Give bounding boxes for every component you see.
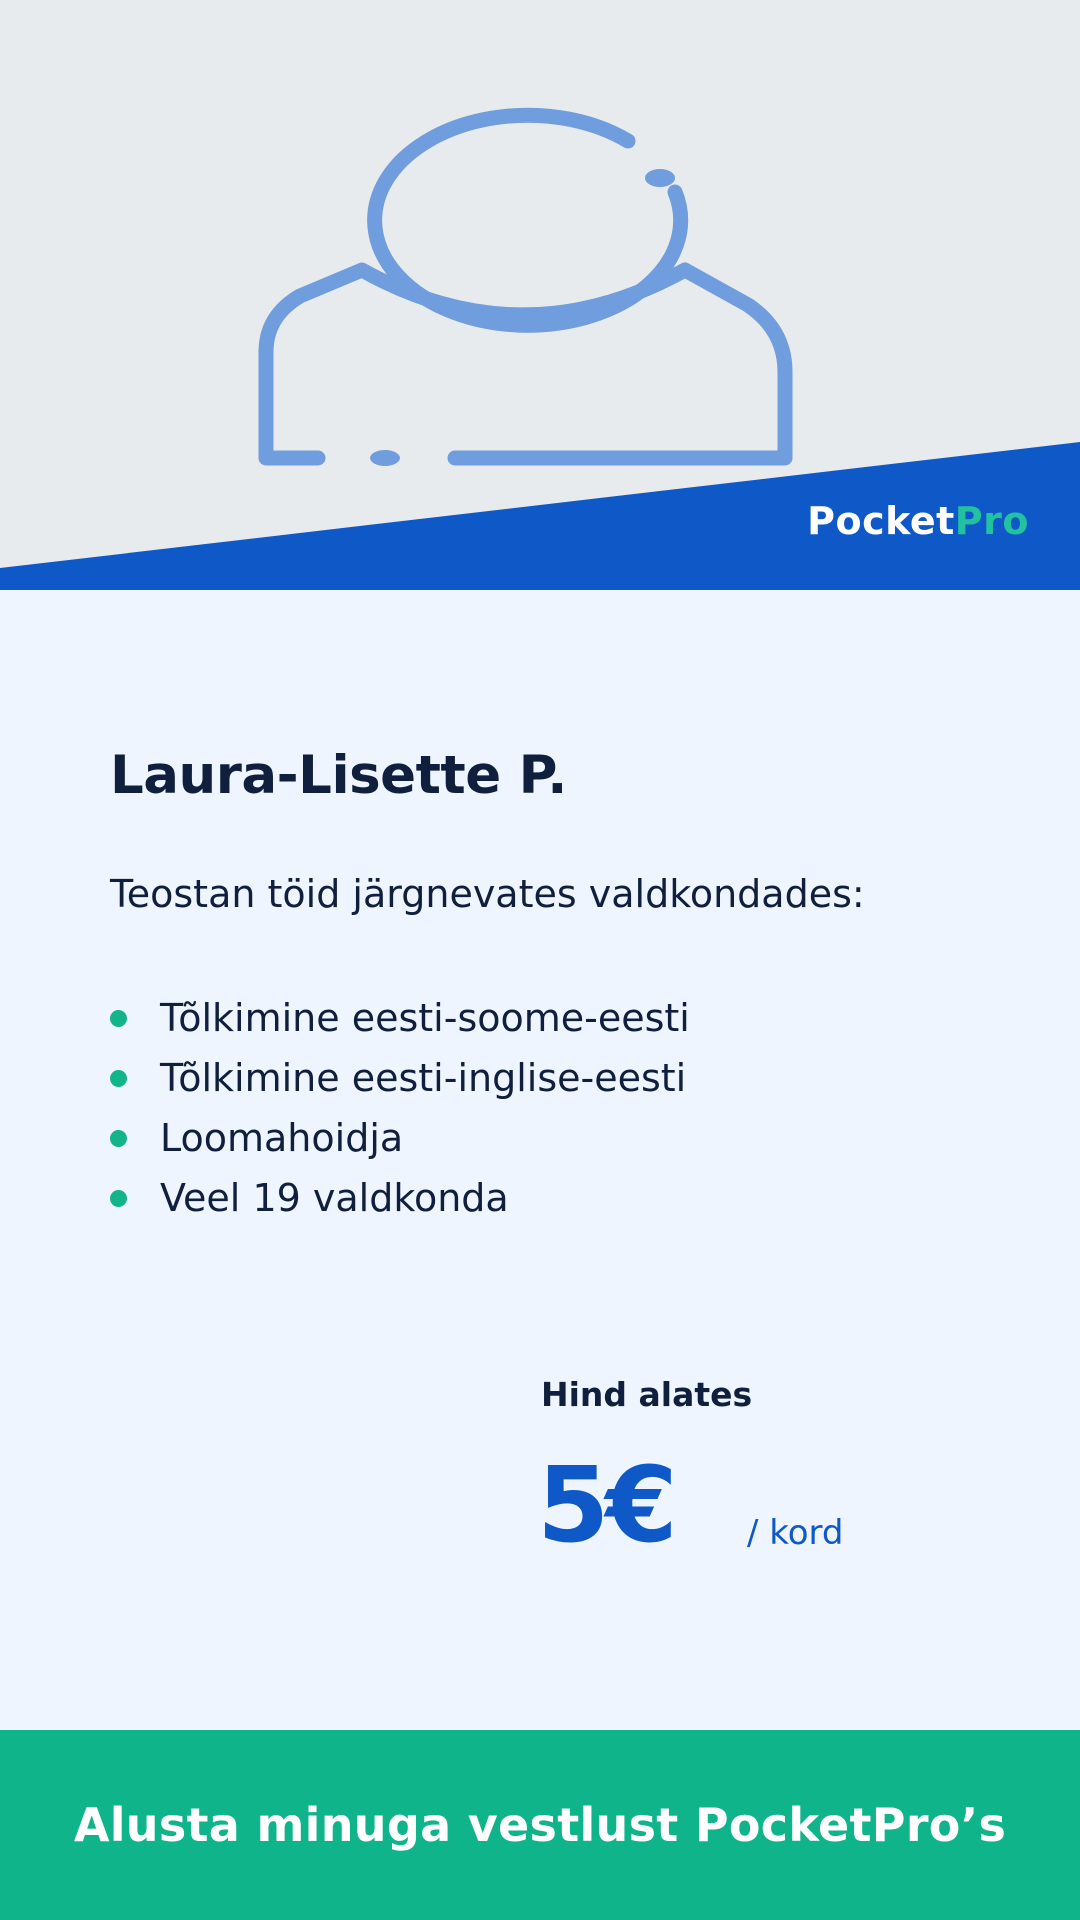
price-label: Hind alates: [541, 1375, 753, 1414]
profile-name: Laura-Lisette P.: [110, 745, 567, 806]
hero-banner: [0, 0, 1080, 590]
pocketpro-logo: [807, 499, 1029, 543]
profile-intro: Teostan töid järgnevates valdkondades:: [110, 872, 865, 916]
list-item: [110, 1048, 690, 1108]
start-chat-button[interactable]: Alusta minuga vestlust PocketPro’s: [0, 1730, 1080, 1920]
list-item-label: Veel 19 valdkonda: [160, 1176, 509, 1220]
list-item-label: Tõlkimine eesti-inglise-eesti: [160, 1056, 687, 1100]
list-item-label: Tõlkimine eesti-soome-eesti: [160, 996, 690, 1040]
list-item: [110, 1168, 690, 1228]
logo-text-pocket: Pocket: [807, 499, 955, 543]
list-item: [110, 1108, 690, 1168]
price-value: 5€: [537, 1444, 674, 1566]
bullet-icon: [110, 1010, 127, 1027]
price-unit: / kord: [747, 1513, 844, 1553]
list-item: [110, 988, 690, 1048]
bullet-icon: [110, 1130, 127, 1147]
bullet-icon: [110, 1070, 127, 1087]
service-fields-list: [110, 988, 690, 1228]
bullet-icon: [110, 1190, 127, 1207]
logo-text-pro: Pro: [954, 499, 1029, 543]
list-item-label: Loomahoidja: [160, 1116, 404, 1160]
